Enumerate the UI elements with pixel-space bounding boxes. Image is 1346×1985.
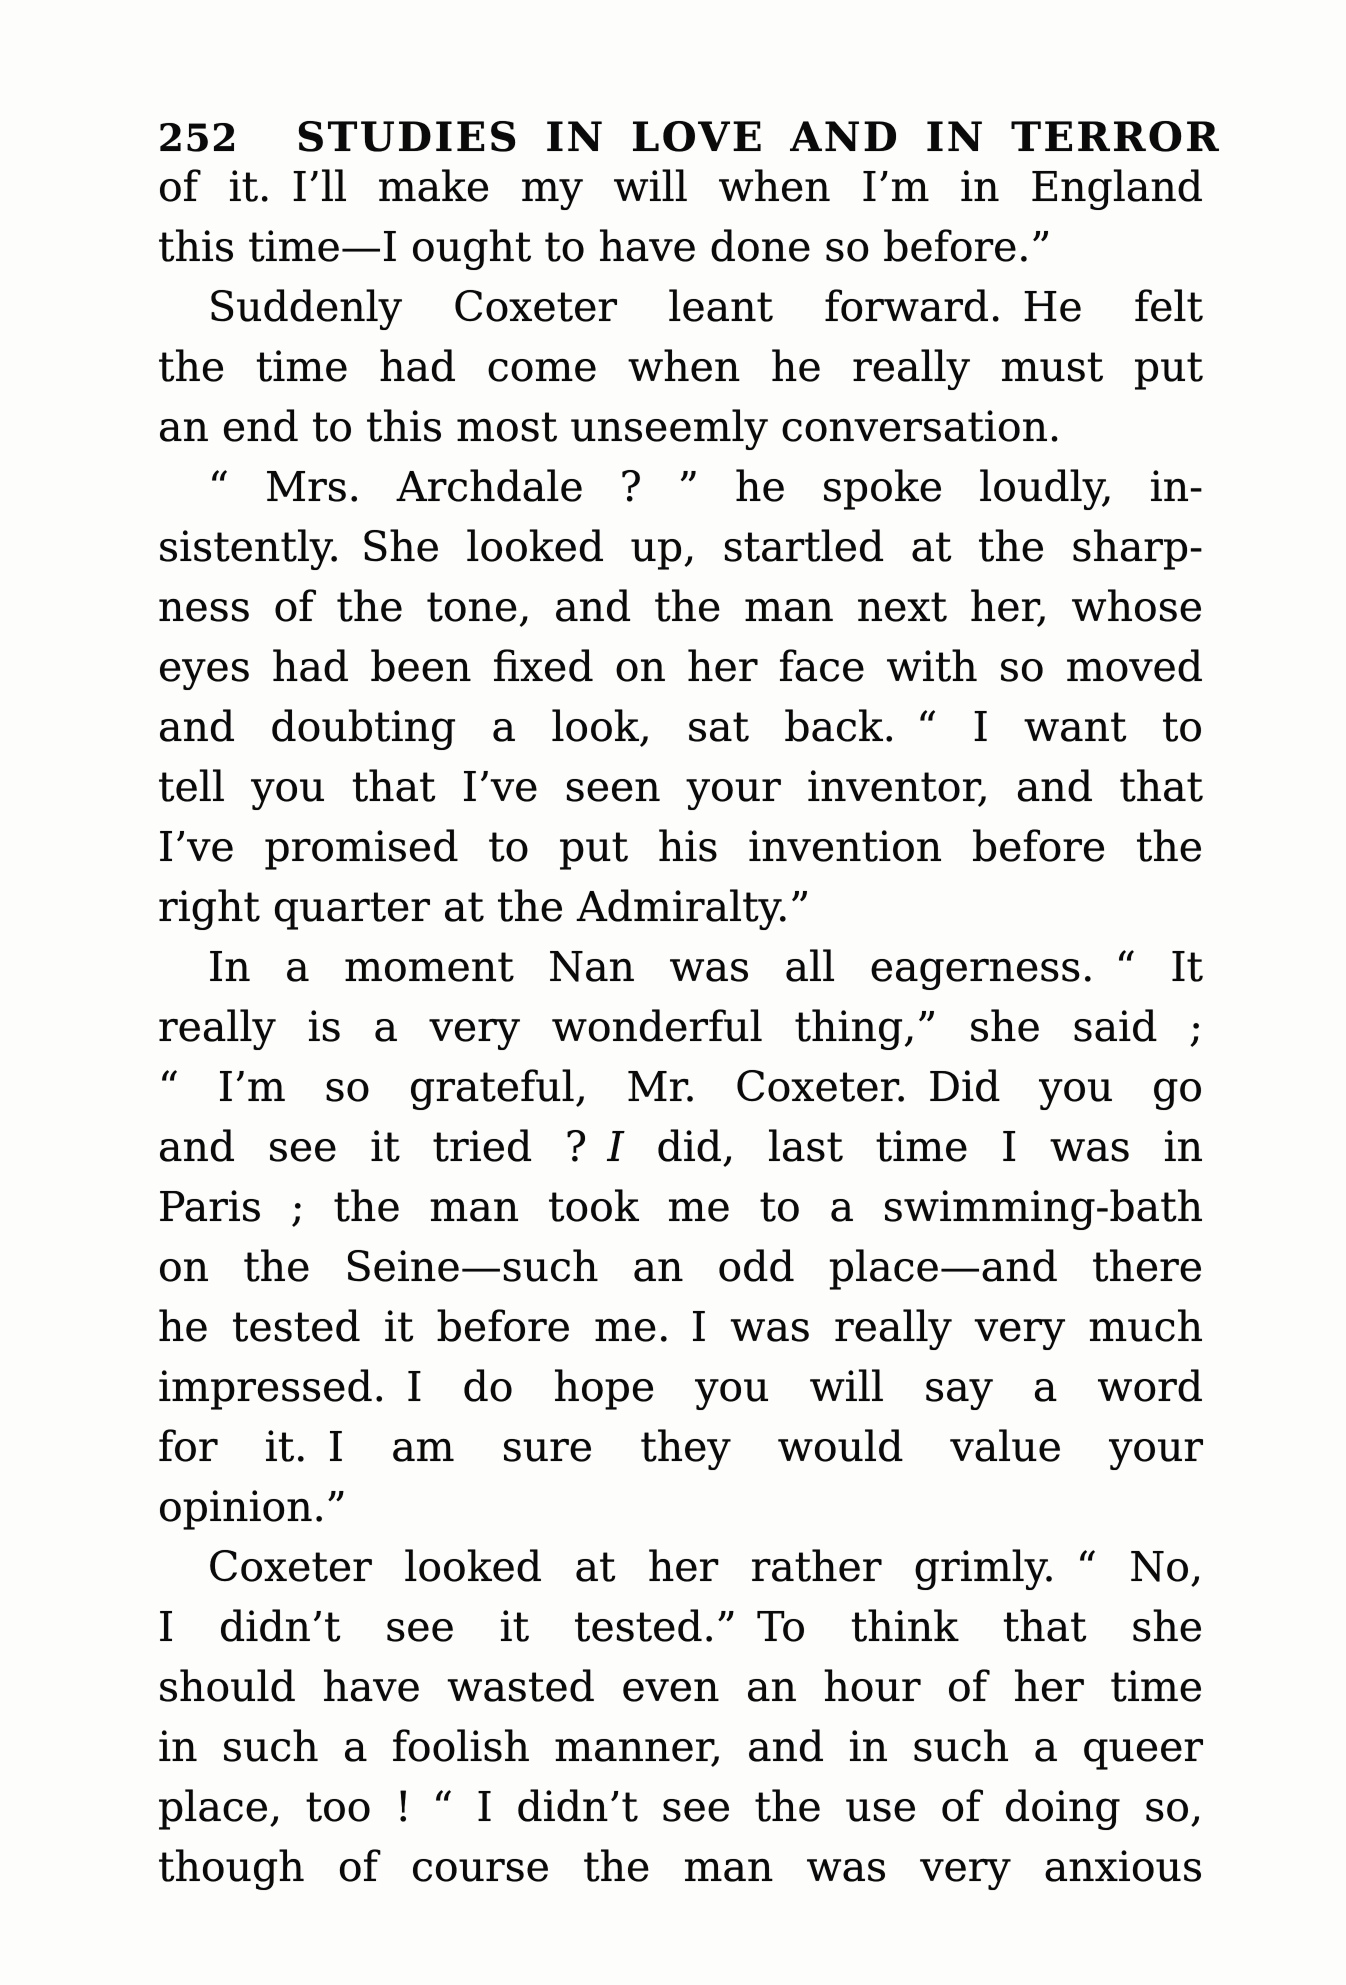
text-line: opinion.” (158, 1483, 347, 1531)
text-line: tell you that I’ve seen your inventor, and that (158, 763, 1203, 811)
text-line: I’ve promised to put his invention before the (158, 823, 1203, 871)
text-line: he tested it before me. I was really very much (158, 1303, 1203, 1351)
running-title: STUDIES IN LOVE AND IN TERROR (296, 114, 1222, 161)
text-line: Suddenly Coxeter leant forward. He felt (208, 283, 1203, 331)
text-line: though of course the man was very anxious (158, 1843, 1203, 1891)
text-line: right quarter at the Admiralty.” (158, 883, 811, 931)
text-line: for it. I am sure they would value your (158, 1423, 1203, 1471)
text-line: in such a foolish manner, and in such a queer (158, 1723, 1203, 1771)
text-line: the time had come when he really must put (158, 343, 1203, 391)
text-line: sistently. She looked up, startled at the sharp- (158, 523, 1203, 571)
page-body (158, 157, 1203, 1897)
text-line: and see it tried ? I did, last time I was in (158, 1123, 1203, 1171)
page-header (158, 114, 1221, 161)
text-line: really is a very wonderful thing,” she said ; (158, 1003, 1203, 1051)
text-line: “ Mrs. Archdale ? ” he spoke loudly, in- (208, 463, 1203, 511)
text-line: “ I’m so grateful, Mr. Coxeter. Did you go (158, 1063, 1203, 1111)
text-line: I didn’t see it tested.” To think that she (158, 1603, 1203, 1651)
italic-emphasis: I (607, 1123, 624, 1171)
text-line: this time—I ought to have done so before.” (158, 223, 1052, 271)
text-line: Paris ; the man took me to a swimming-bath (158, 1183, 1203, 1231)
text-line: eyes had been fixed on her face with so moved (158, 643, 1203, 691)
text-line: should have wasted even an hour of her time (158, 1663, 1203, 1711)
text-line: Coxeter looked at her rather grimly. “ No, (208, 1543, 1203, 1591)
text-line: on the Seine—such an odd place—and there (158, 1243, 1203, 1291)
text-line: ness of the tone, and the man next her, whose (158, 583, 1203, 631)
text-line: In a moment Nan was all eagerness. “ It (208, 943, 1203, 991)
text-line: place, too ! “ I didn’t see the use of doing so, (158, 1783, 1203, 1831)
text-line: of it. I’ll make my will when I’m in England (158, 163, 1203, 211)
text-line: impressed. I do hope you will say a word (158, 1363, 1203, 1411)
text-line: and doubting a look, sat back. “ I want to (158, 703, 1203, 751)
text-line: an end to this most unseemly conversation. (158, 403, 1062, 451)
page-number: 252 (158, 116, 239, 160)
